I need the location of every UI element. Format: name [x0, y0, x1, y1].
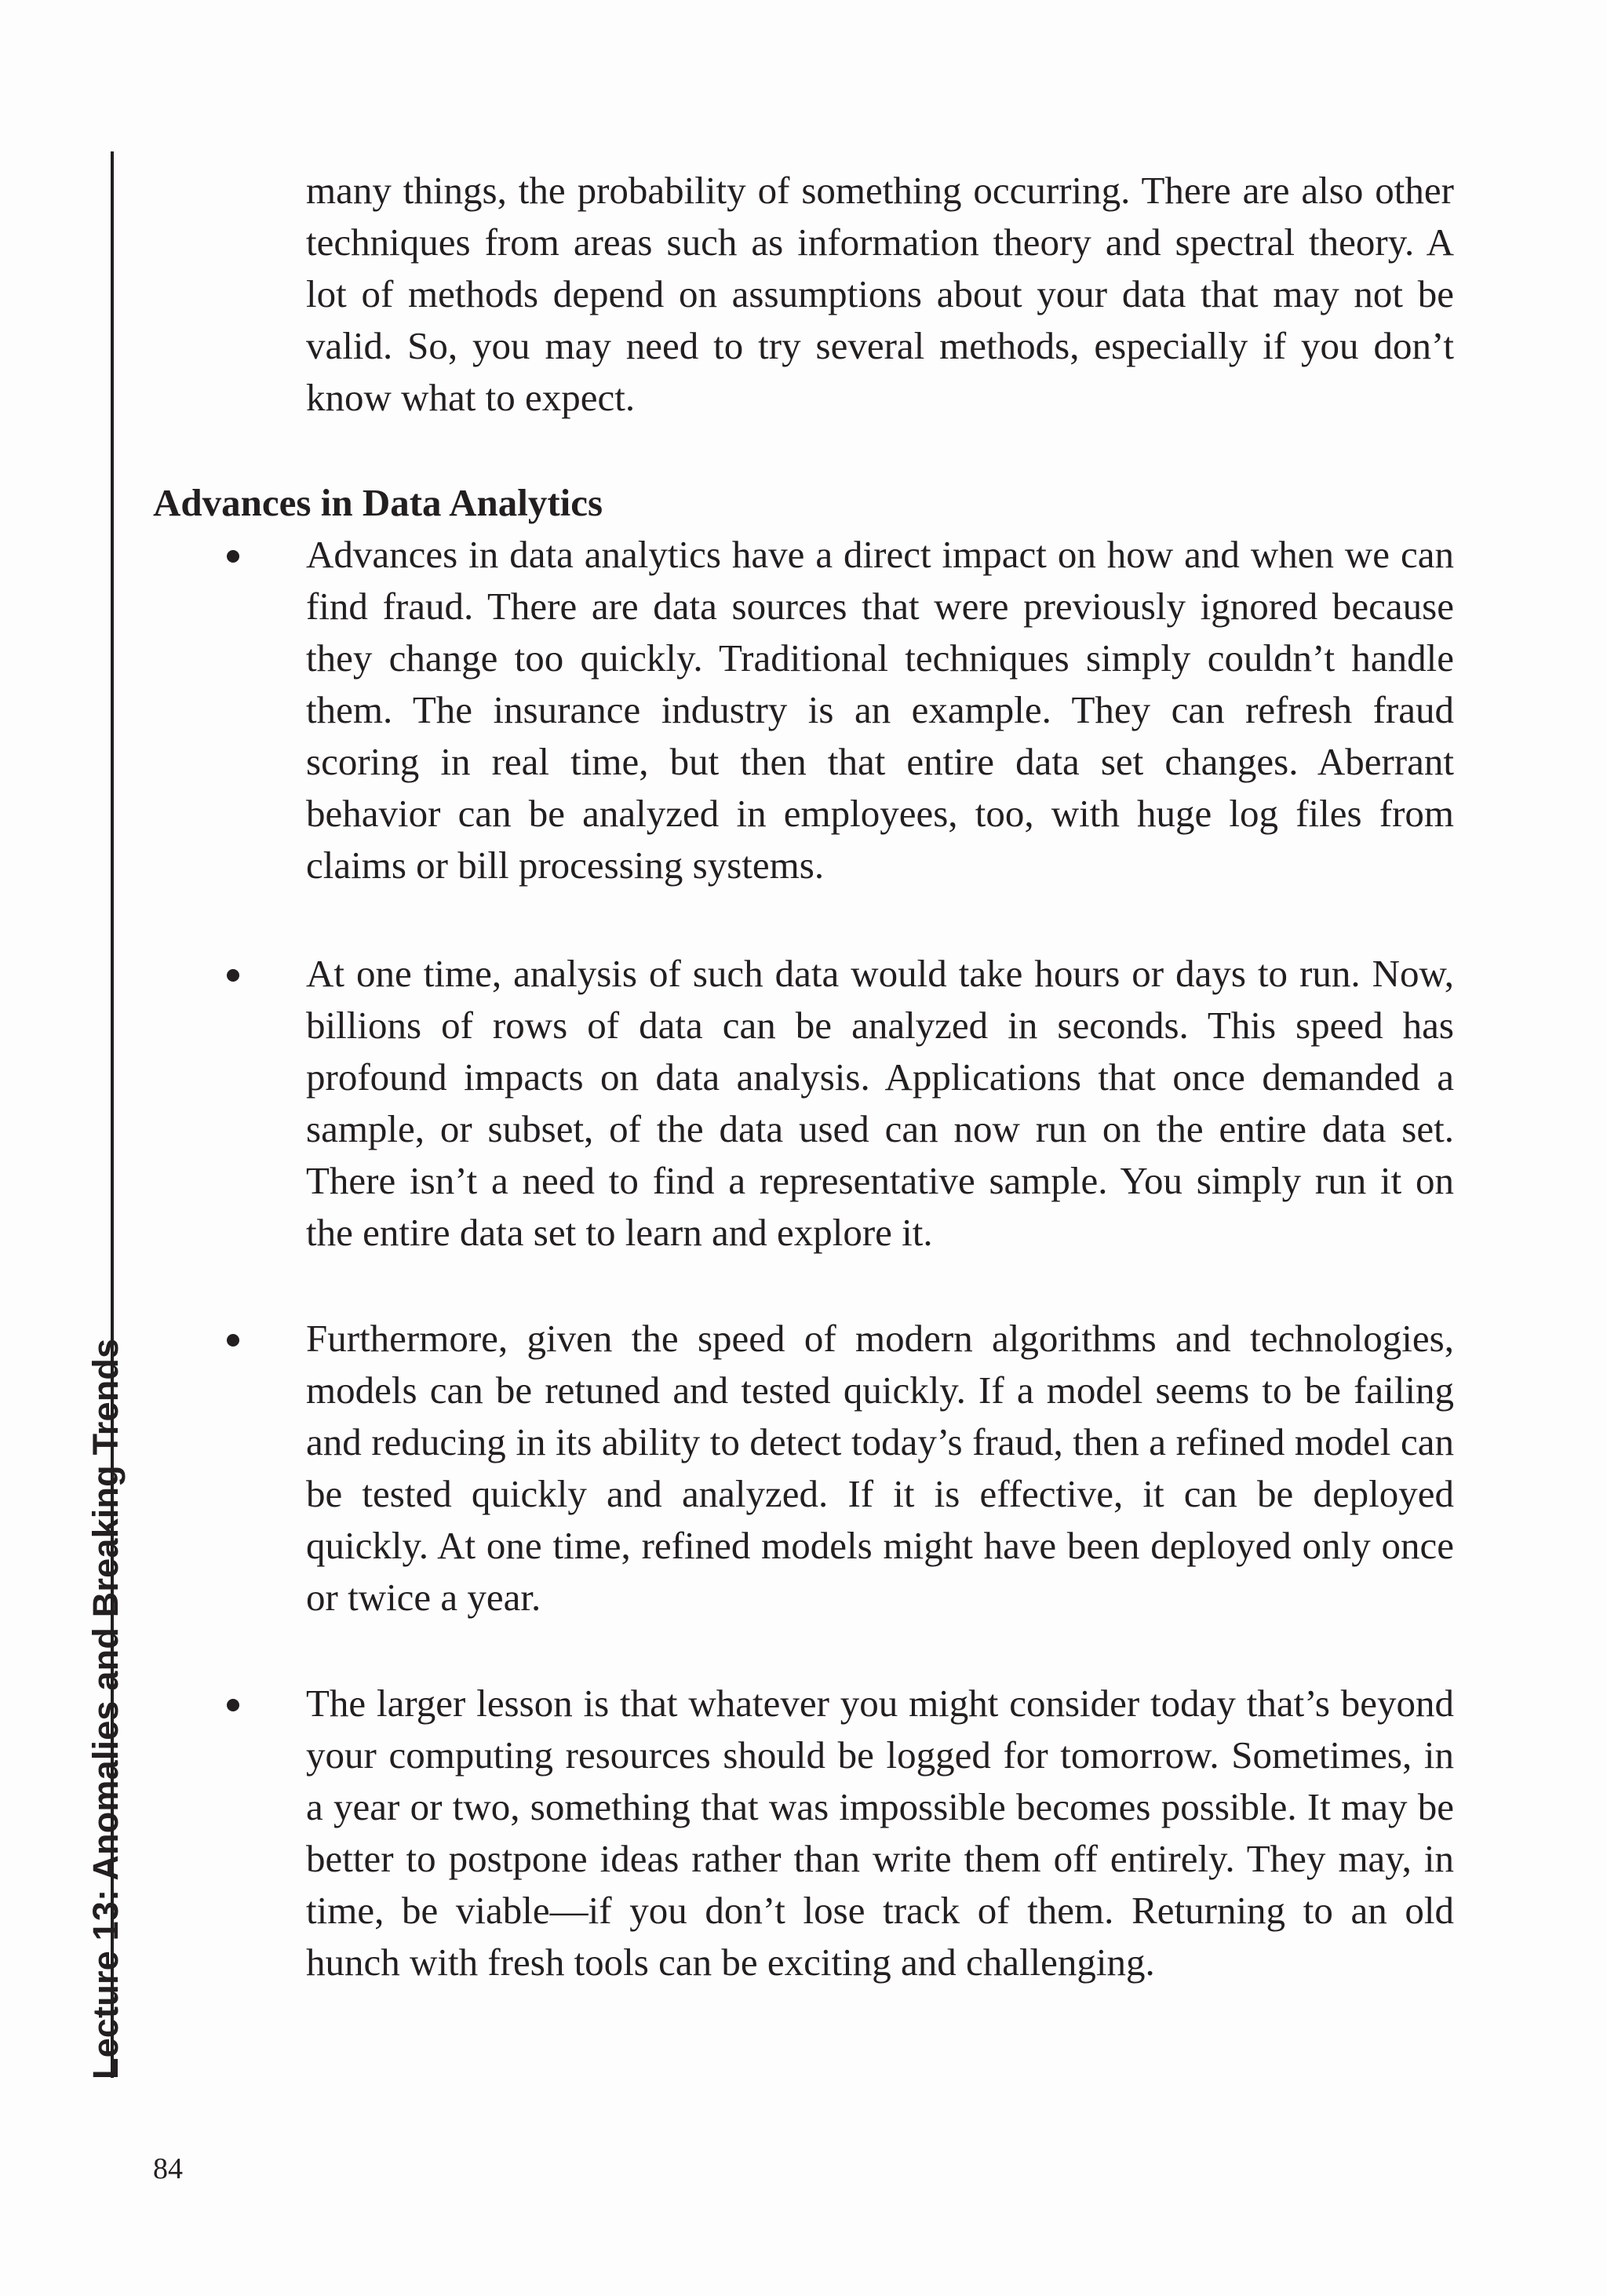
intro-paragraph: many things, the probability of something occurring. There are also other techniques from areas such as information theory and spectral theory. A lot of methods depend on assumptions about your data that may not be valid. So, you may need to try several methods, especially if you don’t know what to expect.: [306, 169, 1454, 419]
bullet-dot: [227, 1699, 239, 1711]
bullet-text: Advances in data analytics have a direct impact on how and when we can find fraud. There are data sources that were previously ignored because they change too quickly. Traditional techniques simply couldn’t handle them. The insurance industry is an example. They can refresh fraud scoring in real time, but then that entire data set changes. Aberrant behavior can be analyzed in employees, too, with huge log files from claims or bill processing systems.: [306, 533, 1454, 887]
bullet-dot: [227, 1334, 239, 1347]
page-number: 84: [153, 2152, 183, 2185]
bullet-dot: [227, 969, 239, 982]
section-heading: Advances in Data Analytics: [153, 481, 603, 524]
bullet-dot: [227, 550, 239, 563]
bullet-text: At one time, analysis of such data would take hours or days to run. Now, billions of rows of data can be analyzed in seconds. This speed has profound impacts on data analysis. Applications that once demanded a sample, or subset, of the data used can now run on the entire data set. There isn’t a need to find a representative sample. You simply run it on the entire data set to learn and explore it.: [306, 952, 1454, 1254]
bullet-text: Furthermore, given the speed of modern algorithms and technologies, models can be retuned and tested quickly. If a model seems to be failing and reducing in its ability to detect today’s fraud, then a refined model can be tested quickly and analyzed. If it is effective, it can be deployed quickly. At one time, refined models might have been deployed only once or twice a year.: [306, 1317, 1454, 1619]
bullet-text: The larger lesson is that whatever you might consider today that’s beyond your computing resources should be logged for tomorrow. Sometimes, in a year or two, something that was impossible becomes possible. It may be better to postpone ideas rather than write them off entirely. They may, in time, be viable—if you don’t lose track of them. Returning to an old hunch with fresh tools can be exciting and challenging.: [306, 1682, 1454, 1984]
running-title: Lecture 13: Anomalies and Breaking Trends: [86, 1338, 126, 2079]
